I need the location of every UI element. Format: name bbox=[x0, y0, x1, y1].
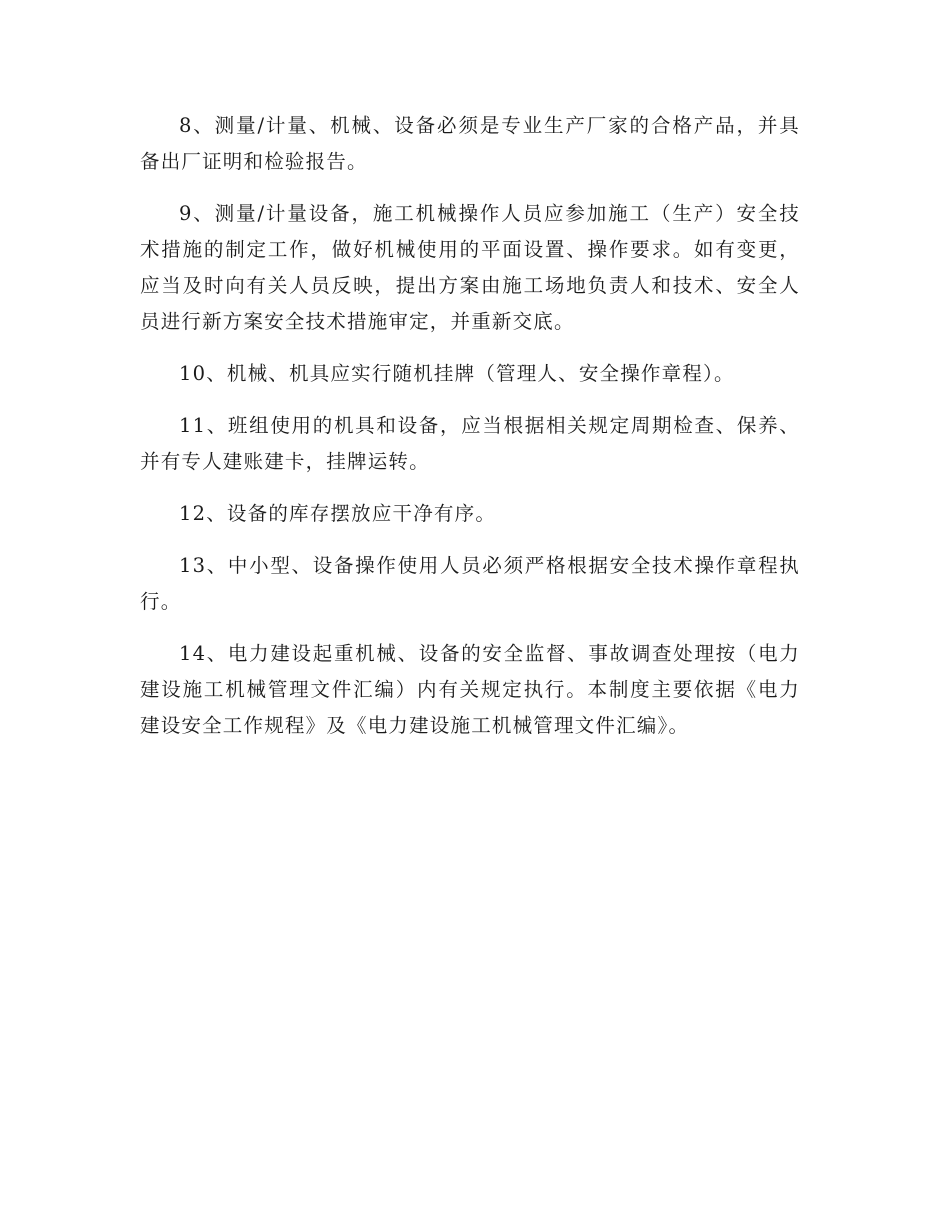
paragraph-item-9: 9、测量/计量设备，施工机械操作人员应参加施工（生产）安全技术措施的制定工作，做好机械使用的平面设置、操作要求。如有变更，应当及时向有关人员反映，提出方案由施工场地负责人和技术、安全人员进行新方案安全技术措施审定，并重新交底。 bbox=[140, 202, 800, 333]
paragraph-item-8: 8、测量/计量、机械、设备必须是专业生产厂家的合格产品，并具备出厂证明和检验报告。 bbox=[140, 114, 800, 173]
paragraph-item-10: 10、机械、机具应实行随机挂牌（管理人、安全操作章程）。 bbox=[179, 362, 735, 385]
paragraph-item-11: 11、班组使用的机具和设备，应当根据相关规定周期检查、保养、并有专人建账建卡，挂牌运转。 bbox=[140, 414, 800, 473]
paragraph-item-14: 14、电力建设起重机械、设备的安全监督、事故调查处理按（电力建设施工机械管理文件汇编）内有关规定执行。本制度主要依据《电力建设安全工作规程》及《电力建设施工机械管理文件汇编》。 bbox=[140, 642, 800, 737]
document-body bbox=[140, 108, 800, 760]
paragraph-item-13: 13、中小型、设备操作使用人员必须严格根据安全技术操作章程执行。 bbox=[140, 554, 800, 613]
paragraph-item-12: 12、设备的库存摆放应干净有序。 bbox=[179, 502, 497, 525]
